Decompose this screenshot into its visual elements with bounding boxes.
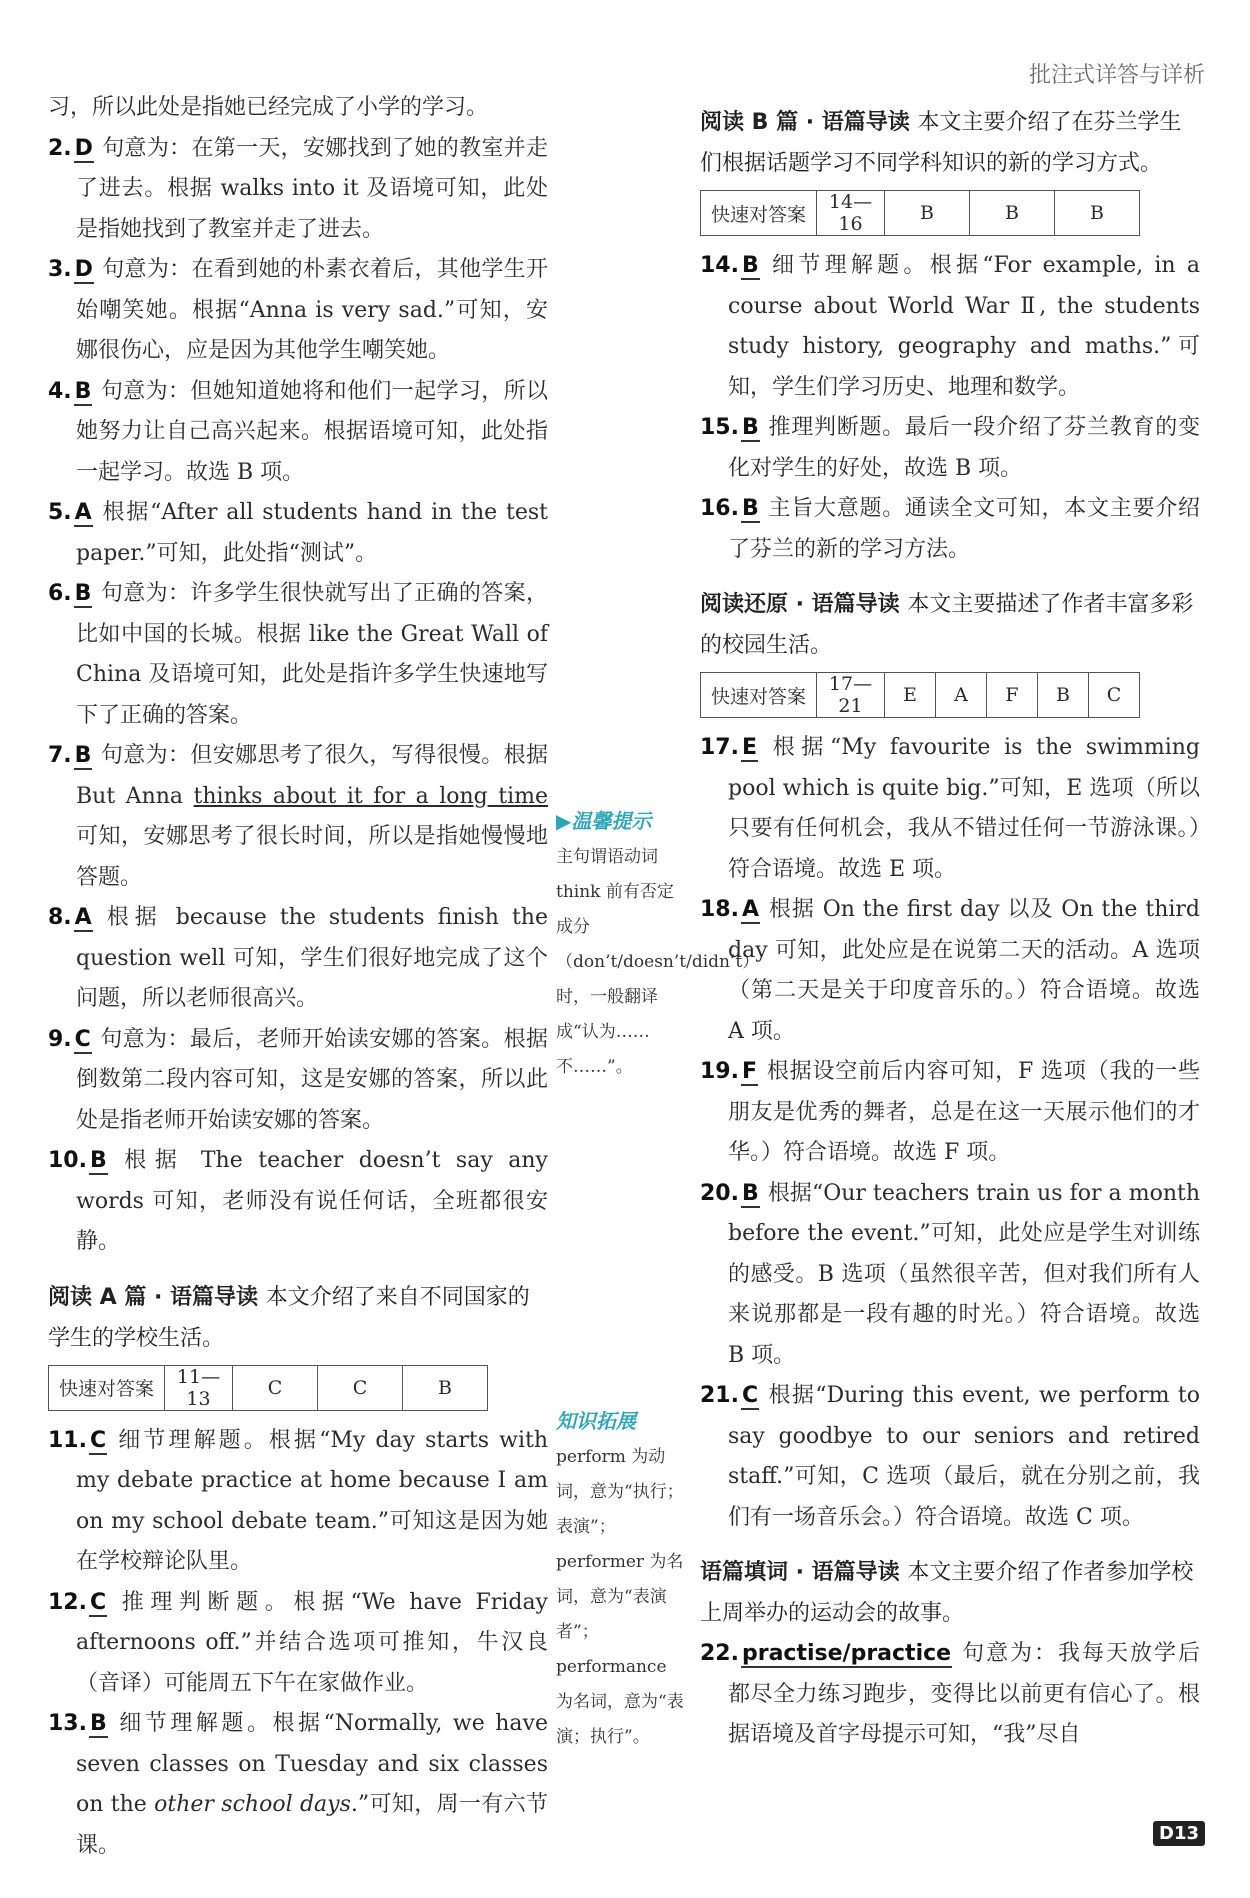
item-text: 句意为：最后，老师开始读安娜的答案。根据倒数第二段内容可知，这是安娜的答案，所以此处是指老师开始读安娜的答案。 bbox=[76, 1026, 548, 1133]
item-text: 根据“Our teachers train us for a month before the event.”可知，此处应是学生对训练的感受。B 选项（虽然很辛苦，但对我们所有人来说那都是一段有趣的时光。）符合语境。故选 B 项。 bbox=[728, 1180, 1200, 1368]
item-text: 根据“After all students hand in the test paper.”可知，此处指“测试”。 bbox=[76, 500, 548, 566]
section-d-heading: 语篇填词 · 语篇导读 本文主要介绍了作者参加学校上周举办的运动会的故事。 bbox=[700, 1560, 1194, 1626]
page-number: D13 bbox=[1153, 1821, 1205, 1846]
item-text: 句意为：在看到她的朴素衣着后，其他学生开始嘲笑她。根据“Anna is very sad.”可知，安娜很伤心，应是因为其他学生嘲笑她。 bbox=[76, 257, 548, 363]
answer-item bbox=[700, 890, 1200, 1052]
answer-item bbox=[48, 493, 548, 574]
quick-answer-label: 快速对答案 bbox=[701, 673, 817, 718]
left-column bbox=[48, 88, 548, 1866]
item-text: 根据设空前后内容可知，F 选项（我的一些朋友是优秀的舞者，总是在这一天展示他们的才华。）符合语境。故选 F 项。 bbox=[728, 1059, 1200, 1165]
answer-item bbox=[700, 1174, 1200, 1377]
item-answer: A bbox=[74, 905, 92, 930]
item-answer: C bbox=[74, 1026, 91, 1052]
quick-answer-cell: A bbox=[936, 673, 987, 718]
quick-answer-cell: B bbox=[403, 1365, 488, 1410]
right-column bbox=[700, 102, 1200, 1756]
item-text: 细节理解题。根据“My day starts with my debate practice at home because I am on my school debate team.”可知这是因为她在学校辩论队里。 bbox=[76, 1427, 548, 1574]
item-answer: B bbox=[741, 496, 759, 521]
answer-item bbox=[700, 1376, 1200, 1538]
item-answer: B bbox=[74, 378, 92, 404]
tip-title: 知识拓展 bbox=[556, 1409, 636, 1433]
item-answer: F bbox=[741, 1059, 758, 1084]
item-number: 17. bbox=[700, 735, 739, 760]
tip-text: perform 为动词，意为“执行；表演”；performer 为名词，意为“表演者”；performance 为名词，意为“表演；执行”。 bbox=[556, 1447, 684, 1747]
item-answer: D bbox=[74, 257, 93, 282]
intro-text: 习，所以此处是指她已经完成了小学的学习。 bbox=[48, 95, 489, 120]
item-answer: B bbox=[74, 743, 92, 768]
quick-answer-cell: B bbox=[1055, 191, 1140, 236]
answer-item bbox=[700, 728, 1200, 890]
item-text: 主旨大意题。通读全文可知，本文主要介绍了芬兰的新的学习方法。 bbox=[728, 496, 1200, 562]
answer-item bbox=[48, 1704, 548, 1866]
quick-answer-cell: C bbox=[318, 1365, 403, 1410]
item-number: 6. bbox=[48, 581, 72, 606]
tip-title: ▶温馨提示 bbox=[556, 809, 652, 833]
answer-item bbox=[700, 408, 1200, 489]
quick-answer-cell: E bbox=[885, 673, 936, 718]
item-answer: C bbox=[89, 1589, 107, 1615]
item-text: 根据“During this event, we perform to say goodbye to our seniors and retired staff.”可知，C 选项（最后，就在分别之前，我们有一场音乐会。）符合语境。故选 C 项。 bbox=[728, 1383, 1200, 1530]
section-b-heading: 阅读 B 篇 · 语篇导读 本文主要介绍了在芬兰学生们根据话题学习不同学科知识的新的学习方式。 bbox=[700, 110, 1182, 176]
item-answer: B bbox=[89, 1148, 107, 1173]
item-text: 根据 On the first day 以及 On the third day 可知，此处应是在说第二天的活动。A 选项（第二天是关于印度音乐的。）符合语境。故选 A 项。 bbox=[728, 897, 1200, 1044]
item-text: 推理判断题。根据“We have Friday afternoons off.”并结合选项可推知，牛汉良（音译）可能周五下午在家做作业。 bbox=[76, 1589, 548, 1696]
item-answer: D bbox=[74, 135, 93, 161]
item-number: 19. bbox=[700, 1059, 739, 1084]
item-answer: E bbox=[741, 735, 758, 760]
answer-item bbox=[48, 898, 548, 1020]
answer-item bbox=[48, 1583, 548, 1705]
item-text: 根据 because the students finish the question well 可知，学生们很好地完成了这个问题，所以老师很高兴。 bbox=[76, 905, 548, 1011]
quick-answer-cell: C bbox=[233, 1365, 318, 1410]
answer-item bbox=[48, 1421, 548, 1583]
quick-answer-cell: C bbox=[1089, 673, 1140, 718]
quick-answer-table-c bbox=[700, 672, 1140, 718]
item-number: 13. bbox=[48, 1711, 87, 1736]
item-text-underlined: thinks about it for a long time bbox=[193, 783, 549, 809]
item-answer: A bbox=[74, 500, 92, 525]
item-number: 11. bbox=[48, 1427, 87, 1453]
item-number: 9. bbox=[48, 1026, 72, 1052]
item-text: 根据 The teacher doesn’t say any words 可知，老师没有说任何话，全班都很安静。 bbox=[76, 1148, 548, 1254]
header-title: 批注式详答与详析 bbox=[1028, 63, 1205, 88]
item-text: 句意为：但安娜思考了很久，写得很慢。根据 But Anna bbox=[76, 743, 548, 809]
item-text-italic: other school days bbox=[154, 1792, 351, 1817]
item-answer: C bbox=[741, 1383, 759, 1408]
quick-answer-range: 14—16 bbox=[817, 191, 885, 236]
item-number: 10. bbox=[48, 1148, 87, 1173]
item-number: 8. bbox=[48, 905, 72, 930]
answer-item: 22. practise/practice 句意为：我每天放学后都尽全力练习跑步，变得比以前更有信心了。根据语境及首字母提示可知，“我”尽自 bbox=[700, 1641, 1200, 1747]
item-number: 5. bbox=[48, 500, 72, 525]
item-number: 20. bbox=[700, 1180, 739, 1206]
item-number: 7. bbox=[48, 743, 72, 768]
section-a-heading: 阅读 A 篇 · 语篇导读 本文介绍了来自不同国家的学生的学校生活。 bbox=[48, 1284, 530, 1351]
item-text: 细节理解题。根据“Normally, we have seven classes on Tuesday and six classes on the bbox=[76, 1711, 548, 1817]
item-number: 4. bbox=[48, 378, 72, 404]
answer-item bbox=[48, 736, 548, 898]
answer-item bbox=[700, 1052, 1200, 1174]
item-text: .”可知，周一有六节课。 bbox=[76, 1792, 548, 1858]
quick-answer-table-b bbox=[700, 190, 1140, 236]
quick-answer-range: 17—21 bbox=[817, 673, 885, 718]
quick-answer-cell: B bbox=[885, 191, 970, 236]
item-number: 18. bbox=[700, 897, 739, 922]
answer-item bbox=[700, 489, 1200, 570]
answer-item bbox=[48, 1141, 548, 1263]
item-text: 句意为：许多学生很快就写出了正确的答案，比如中国的长城。根据 like the Great Wall of China 及语境可知，此处是指许多学生快速地写下了正确的答案。 bbox=[76, 581, 548, 728]
quick-answer-label: 快速对答案 bbox=[49, 1365, 165, 1410]
tip-text: 主句谓语动词 think 前有否定成分（don’t/doesn’t/didn’t）时，一般翻译成“认为……不……”。 bbox=[556, 847, 760, 1077]
answer-item bbox=[48, 250, 548, 372]
answer-item bbox=[48, 129, 548, 251]
quick-answer-table-a bbox=[48, 1365, 488, 1411]
item-text: 推理判断题。最后一段介绍了芬兰教育的变化对学生的好处，故选 B 项。 bbox=[728, 415, 1200, 481]
quick-answer-range: 11—13 bbox=[165, 1365, 233, 1410]
item-number: 16. bbox=[700, 496, 739, 521]
item-answer: B bbox=[741, 1180, 759, 1206]
tip-box-2 bbox=[556, 1405, 688, 1755]
item-answer: C bbox=[89, 1427, 107, 1453]
item-number: 12. bbox=[48, 1589, 87, 1615]
answer-item bbox=[700, 246, 1200, 408]
item-number: 2. bbox=[48, 135, 72, 161]
item-number: 15. bbox=[700, 415, 739, 440]
answer-item bbox=[48, 574, 548, 736]
section-c-heading: 阅读还原 · 语篇导读 本文主要描述了作者丰富多彩的校园生活。 bbox=[700, 592, 1194, 658]
item-text: 句意为：在第一天，安娜找到了她的教室并走了进去。根据 walks into it 及语境可知，此处是指她找到了教室并走了进去。 bbox=[76, 135, 548, 242]
quick-answer-cell: F bbox=[987, 673, 1038, 718]
item-text: 句意为：但她知道她将和他们一起学习，所以她努力让自己高兴起来。根据语境可知，此处指一起学习。故选 B 项。 bbox=[76, 378, 548, 485]
item-number: 21. bbox=[700, 1383, 739, 1408]
item-answer: B bbox=[741, 253, 759, 278]
quick-answer-cell: B bbox=[1038, 673, 1089, 718]
item-answer: B bbox=[741, 415, 759, 440]
quick-answer-cell: B bbox=[970, 191, 1055, 236]
item-answer: B bbox=[89, 1711, 107, 1736]
quick-answer-label: 快速对答案 bbox=[701, 191, 817, 236]
item-number: 3. bbox=[48, 257, 72, 282]
item-answer: A bbox=[741, 897, 760, 922]
item-number: 14. bbox=[700, 253, 739, 278]
item-answer: B bbox=[74, 581, 92, 606]
item-text: 根据“My favourite is the swimming pool which is quite big.”可知，E 选项（所以只要有任何机会，我从不错过任何一节游泳课。）符合语境。故选 E 项。 bbox=[728, 735, 1200, 882]
answer-item bbox=[48, 372, 548, 494]
answer-item bbox=[48, 1020, 548, 1142]
item-text: 细节理解题。根据“For example, in a course about World War Ⅱ, the students study history, geography and maths.”可知，学生们学习历史、地理和数学。 bbox=[728, 253, 1200, 400]
item-text: 可知，安娜思考了很长时间，所以是指她慢慢地答题。 bbox=[76, 824, 548, 890]
